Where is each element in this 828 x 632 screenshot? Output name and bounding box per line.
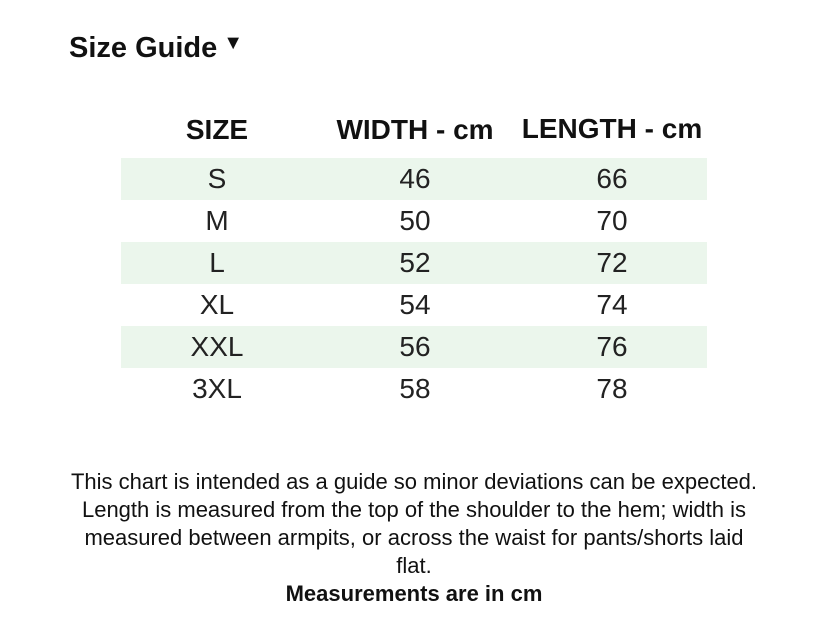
header-length: LENGTH - cm [521, 113, 703, 144]
table-row [121, 284, 707, 326]
cell-size: L [121, 242, 313, 284]
cell-width: 50 [399, 205, 431, 236]
cell-length: 72 [517, 242, 707, 284]
table-row [121, 368, 707, 410]
cell-size: M [205, 205, 229, 236]
size-table-header-row [121, 102, 707, 158]
cell-length: 78 [596, 373, 628, 404]
cell-size: 3XL [192, 373, 242, 404]
cell-length: 76 [517, 326, 707, 368]
header-size: SIZE [185, 114, 249, 145]
size-guide-note [70, 468, 758, 608]
cell-width: 56 [313, 326, 517, 368]
table-row [121, 326, 707, 368]
cell-size: S [121, 158, 313, 200]
cell-size: XL [199, 289, 235, 320]
cell-length: 74 [596, 289, 628, 320]
size-guide-title: Size Guide [69, 32, 218, 64]
size-table [121, 102, 707, 410]
cell-width: 46 [313, 158, 517, 200]
cell-width: 54 [399, 289, 431, 320]
cell-width: 52 [313, 242, 517, 284]
cell-size: XXL [121, 326, 313, 368]
cell-width: 58 [399, 373, 431, 404]
table-row [121, 158, 707, 200]
note-text: This chart is intended as a guide so minor deviations can be expected. Length is measured from the top of the shoulder to the hem; width is measured between armpits, or across the waist for pants/shorts laid flat. [70, 469, 758, 578]
size-guide-toggle[interactable] [69, 28, 243, 68]
cell-length: 70 [596, 205, 628, 236]
caret-down-icon: ▼ [223, 32, 244, 54]
note-emphasis: Measurements are in cm [285, 581, 543, 606]
cell-length: 66 [517, 158, 707, 200]
header-width: WIDTH - cm [336, 114, 494, 145]
table-row [121, 200, 707, 242]
table-row [121, 242, 707, 284]
